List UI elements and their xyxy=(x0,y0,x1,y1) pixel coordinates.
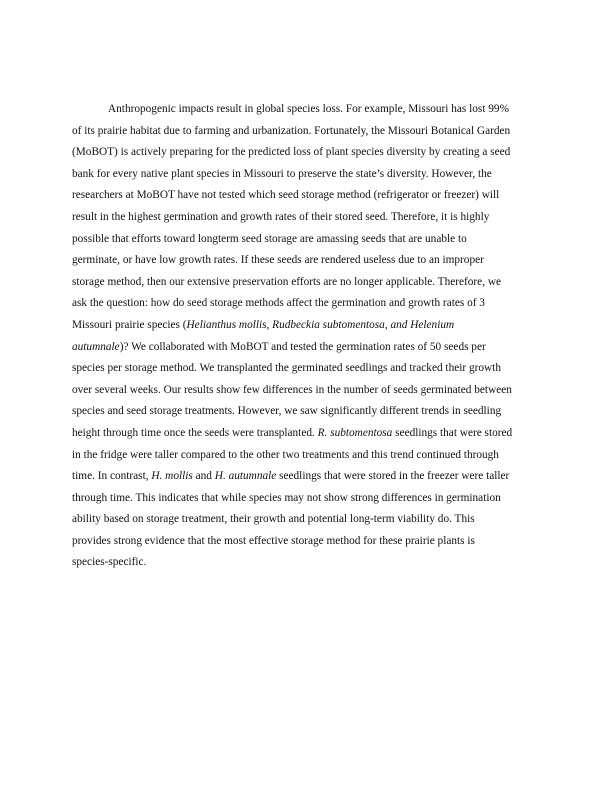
paragraph-line xyxy=(72,121,518,143)
text-segment: Anthropogenic impacts result in global species loss. For example, Missouri has lost 99% xyxy=(108,103,509,115)
text-segment: species per storage method. We transplanted the germinated seedlings and tracked their growth xyxy=(72,362,501,375)
paragraph-line xyxy=(72,337,518,359)
text-segment: storage method, then our extensive preservation efforts are no longer applicable. Therefore, we xyxy=(72,275,502,288)
paragraph-line xyxy=(72,531,518,553)
text-segment: species-specific. xyxy=(72,556,147,569)
species-names-italic: Helianthus mollis, Rudbeckia subtomentosa, and Helenium xyxy=(186,318,455,331)
paragraph-line xyxy=(72,509,518,531)
text-segment: researchers at MoBOT have not tested which seed storage method (refrigerator or freezer) will xyxy=(72,189,500,202)
paragraph-line xyxy=(72,164,518,186)
paragraph-line xyxy=(72,466,518,488)
text-segment: )? We collaborated with MoBOT and tested the germination rates of 50 seeds per xyxy=(119,340,486,353)
text-segment: over several weeks. Our results show few differences in the number of seeds germinated between xyxy=(72,383,512,396)
text-segment: in the fridge were taller compared to the other two treatments and this trend continued through xyxy=(72,448,499,461)
species-name-italic: autumnale xyxy=(72,340,120,353)
text-segment: bank for every native plant species in Missouri to preserve the state’s diversity. However, the xyxy=(72,167,492,180)
paragraph-line xyxy=(72,142,518,164)
paragraph-line xyxy=(72,207,518,229)
text-segment: seedlings that were stored xyxy=(392,426,513,439)
paragraph-line xyxy=(72,380,518,402)
text-segment: ask the question: how do seed storage methods affect the germination and growth rates of 3 xyxy=(72,297,485,310)
text-segment: species and seed storage treatments. However, we saw significantly different trends in seedling xyxy=(72,405,502,418)
text-segment: ability based on storage treatment, their growth and potential long-term viability do. This xyxy=(72,513,475,526)
species-name-italic: R. subtomentosa xyxy=(317,426,393,439)
species-name-italic: H. autumnale xyxy=(214,470,277,483)
text-segment: (MoBOT) is actively preparing for the predicted loss of plant species diversity by creating a seed xyxy=(72,146,511,159)
paragraph-line xyxy=(72,401,518,423)
text-segment: of its prairie habitat due to farming and urbanization. Fortunately, the Missouri Botanical Garden xyxy=(72,124,511,137)
paragraph-line xyxy=(72,185,518,207)
species-name-italic: H. mollis xyxy=(151,470,193,483)
text-segment: time. In contrast, xyxy=(72,470,152,483)
text-segment: possible that efforts toward longterm seed storage are amassing seeds that are unable to xyxy=(72,232,467,245)
paragraph-line xyxy=(72,315,518,337)
paragraph-line xyxy=(72,250,518,272)
text-segment: germinate, or have low growth rates. If these seeds are rendered useless due to an improper xyxy=(72,254,484,267)
text-segment: through time. This indicates that while species may not show strong differences in germination xyxy=(72,491,501,504)
paragraph-line xyxy=(72,229,518,251)
text-segment: seedlings that were stored in the freezer were taller xyxy=(276,470,510,483)
paragraph-line xyxy=(72,293,518,315)
paragraph-line xyxy=(72,358,518,380)
text-segment: provides strong evidence that the most effective storage method for these prairie plants is xyxy=(72,534,475,547)
paragraph-line xyxy=(72,445,518,467)
text-segment: height through time once the seeds were transplanted. xyxy=(72,426,318,439)
text-segment: Missouri prairie species ( xyxy=(72,318,187,331)
text-segment: result in the highest germination and growth rates of their stored seed. Therefore, it is highly xyxy=(72,210,490,223)
paragraph-line xyxy=(72,99,518,121)
paragraph-line xyxy=(72,552,518,574)
paragraph-line xyxy=(72,488,518,510)
text-segment: and xyxy=(192,470,215,483)
paragraph-line xyxy=(72,272,518,294)
paragraph-line xyxy=(72,423,518,445)
abstract-paragraph xyxy=(72,99,518,574)
